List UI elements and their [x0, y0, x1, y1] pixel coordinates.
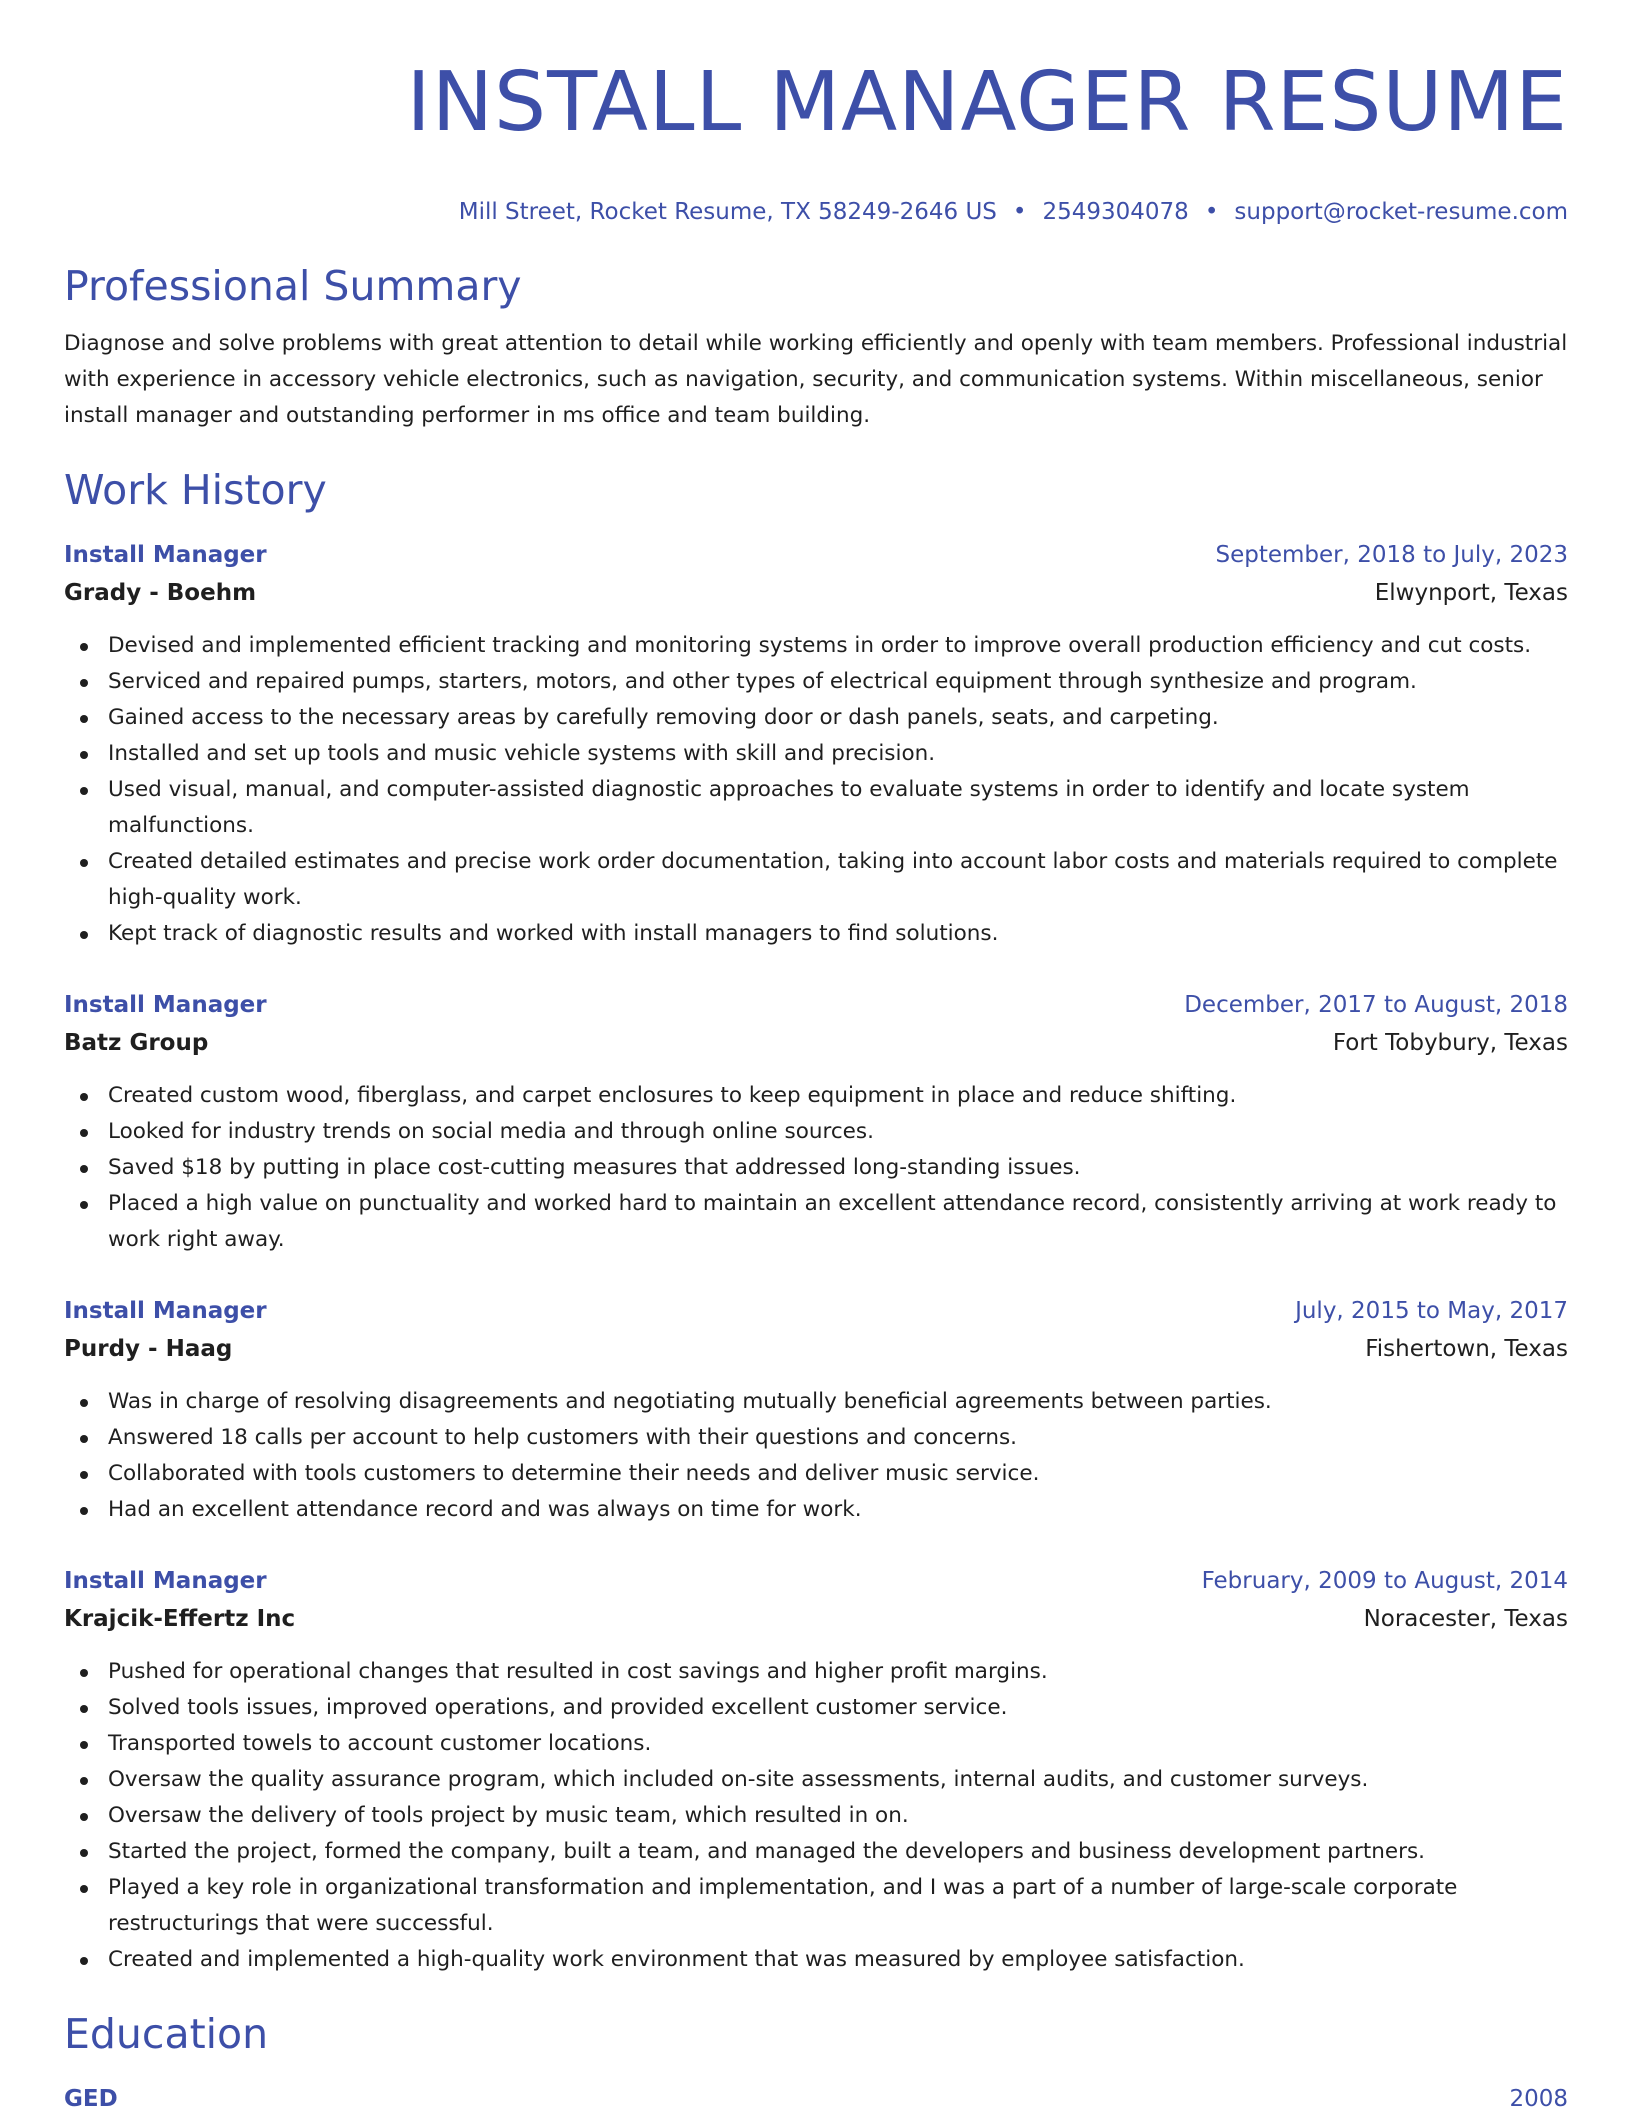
job-bullet: Serviced and repaired pumps, starters, motors, and other types of electrical equipment through synthesize and program. [64, 664, 1568, 700]
contact-address: Mill Street, Rocket Resume, TX 58249-2646 US [458, 199, 997, 225]
job-bullet: Was in charge of resolving disagreements and negotiating mutually beneficial agreements between parties. [64, 1384, 1568, 1420]
job-company: Krajcik-Effertz Inc [64, 1606, 296, 1632]
job-bullet: Oversaw the quality assurance program, which included on-site assessments, internal audits, and customer surveys. [64, 1762, 1568, 1798]
education-entry [64, 2080, 1568, 2118]
job-title: Install Manager [64, 1298, 267, 1324]
job-bullet: Placed a high value on punctuality and worked hard to maintain an excellent attendance record, consistently arriving at work ready to work right away. [64, 1186, 1568, 1258]
job-company-row [64, 1330, 1568, 1368]
job-header-row [64, 1562, 1568, 1600]
job-title: Install Manager [64, 992, 267, 1018]
job-company-row [64, 1024, 1568, 1062]
job-entry [64, 1292, 1568, 1528]
job-dates: September, 2018 to July, 2023 [1215, 542, 1568, 568]
job-bullet: Installed and set up tools and music vehicle systems with skill and precision. [64, 736, 1568, 772]
job-entry [64, 986, 1568, 1258]
job-title: Install Manager [64, 542, 267, 568]
job-bullets [64, 628, 1568, 952]
job-bullet: Devised and implemented efficient tracking and monitoring systems in order to improve overall production efficiency and cut costs. [64, 628, 1568, 664]
job-location: Noracester, Texas [1363, 1606, 1568, 1632]
section-heading: Work History [64, 466, 327, 514]
job-bullet: Had an excellent attendance record and was always on time for work. [64, 1492, 1568, 1528]
education-degree: GED [64, 2086, 118, 2112]
job-location: Fishertown, Texas [1365, 1336, 1568, 1362]
job-location: Elwynport, Texas [1374, 580, 1568, 606]
job-company: Batz Group [64, 1030, 209, 1056]
job-bullets [64, 1654, 1568, 1978]
work-history-section [64, 464, 1568, 1978]
job-bullet: Used visual, manual, and computer-assisted diagnostic approaches to evaluate systems in order to identify and locate system malfunctions. [64, 772, 1568, 844]
job-bullets [64, 1078, 1568, 1258]
job-dates: February, 2009 to August, 2014 [1201, 1568, 1568, 1594]
education-section [64, 2008, 1568, 2118]
job-bullet: Started the project, formed the company, built a team, and managed the developers and business development partners. [64, 1834, 1568, 1870]
contact-separator: • [1204, 199, 1219, 225]
job-location: Fort Tobybury, Texas [1332, 1030, 1568, 1056]
job-bullet: Collaborated with tools customers to determine their needs and deliver music service. [64, 1456, 1568, 1492]
section-heading: Education [64, 2010, 269, 2058]
job-title: Install Manager [64, 1568, 267, 1594]
job-bullet: Solved tools issues, improved operations, and provided excellent customer service. [64, 1690, 1568, 1726]
job-bullet: Oversaw the delivery of tools project by music team, which resulted in on. [64, 1798, 1568, 1834]
job-dates: July, 2015 to May, 2017 [1295, 1298, 1568, 1324]
contact-separator: • [1012, 199, 1027, 225]
contact-email[interactable]: support@rocket-resume.com [1234, 199, 1568, 225]
job-bullet: Played a key role in organizational transformation and implementation, and I was a part of a number of large-scale corporate restructurings that were successful. [64, 1870, 1568, 1942]
job-bullet: Saved $18 by putting in place cost-cutting measures that addressed long-standing issues. [64, 1150, 1568, 1186]
section-heading: Professional Summary [64, 262, 522, 310]
job-header-row [64, 986, 1568, 1024]
resume-page [64, 0, 1568, 2118]
job-company: Grady - Boehm [64, 580, 257, 606]
job-entry [64, 536, 1568, 952]
contact-line [64, 196, 1568, 228]
job-bullet: Gained access to the necessary areas by carefully removing door or dash panels, seats, and carpeting. [64, 700, 1568, 736]
job-header-row [64, 536, 1568, 574]
job-bullet: Created detailed estimates and precise work order documentation, taking into account labor costs and materials required to complete high-quality work. [64, 844, 1568, 916]
job-bullet: Answered 18 calls per account to help customers with their questions and concerns. [64, 1420, 1568, 1456]
job-bullet: Pushed for operational changes that resulted in cost savings and higher profit margins. [64, 1654, 1568, 1690]
job-bullet: Transported towels to account customer locations. [64, 1726, 1568, 1762]
job-company: Purdy - Haag [64, 1336, 233, 1362]
job-company-row [64, 574, 1568, 612]
job-bullet: Created and implemented a high-quality work environment that was measured by employee satisfaction. [64, 1942, 1568, 1978]
job-bullet: Created custom wood, fiberglass, and carpet enclosures to keep equipment in place and reduce shifting. [64, 1078, 1568, 1114]
education-year: 2008 [1509, 2086, 1568, 2112]
job-bullet: Kept track of diagnostic results and worked with install managers to find solutions. [64, 916, 1568, 952]
job-bullets [64, 1384, 1568, 1528]
job-company-row [64, 1600, 1568, 1638]
job-header-row [64, 1292, 1568, 1330]
job-entry [64, 1562, 1568, 1978]
professional-summary-section [64, 260, 1568, 434]
job-dates: December, 2017 to August, 2018 [1184, 992, 1568, 1018]
job-bullet: Looked for industry trends on social media and through online sources. [64, 1114, 1568, 1150]
resume-title: INSTALL MANAGER RESUME [406, 55, 1568, 150]
contact-phone: 2549304078 [1042, 199, 1189, 225]
summary-text: Diagnose and solve problems with great attention to detail while working efficiently and openly with team members. Professional industrial with experience in accessory vehicle electronics, such as navigation, security, and communication systems. Within miscellaneous, senior install manager and outstanding performer in ms office and team building. [64, 331, 1568, 428]
